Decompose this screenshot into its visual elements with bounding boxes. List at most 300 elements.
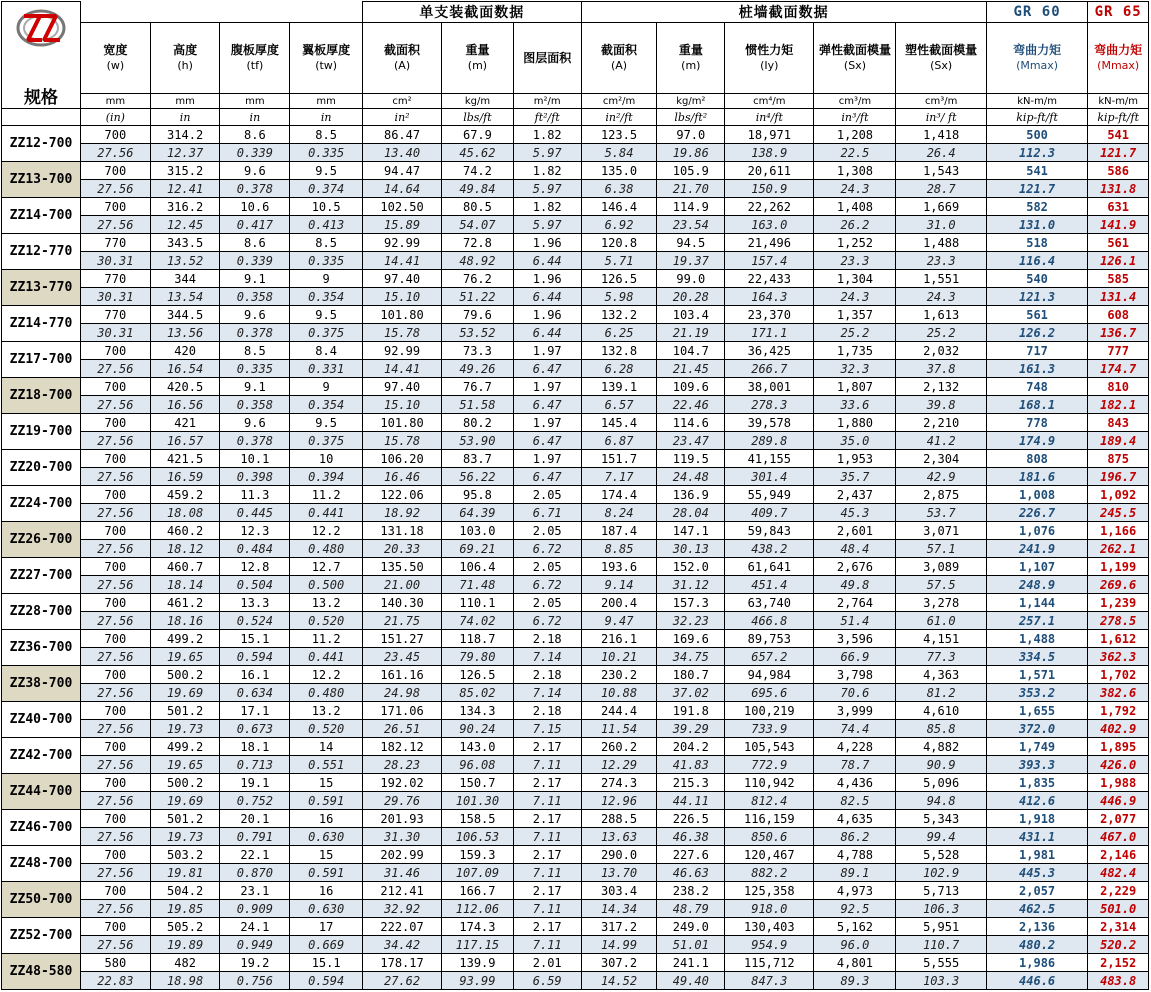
- metric-value: 700: [80, 702, 150, 720]
- imperial-value: 7.17: [581, 468, 657, 486]
- metric-value: 227.6: [657, 846, 725, 864]
- metric-value: 2,304: [896, 450, 986, 468]
- table-row-metric: [2, 126, 1149, 144]
- table-row-metric: [2, 702, 1149, 720]
- imperial-value: 10.88: [581, 684, 657, 702]
- section-name: ZZ13-700: [2, 162, 81, 198]
- imperial-value: 27.56: [80, 396, 150, 414]
- imperial-value: 0.504: [220, 576, 290, 594]
- metric-value: 20.1: [220, 810, 290, 828]
- section-name: ZZ44-700: [2, 774, 81, 810]
- metric-value: 18,971: [725, 126, 814, 144]
- imperial-value: 0.374: [290, 180, 363, 198]
- section-name: ZZ52-700: [2, 918, 81, 954]
- imperial-value: 163.0: [725, 216, 814, 234]
- section-name: ZZ28-700: [2, 594, 81, 630]
- metric-value: 97.0: [657, 126, 725, 144]
- imperial-value: 7.11: [513, 936, 581, 954]
- metric-value: 582: [986, 198, 1088, 216]
- imperial-value: 24.3: [814, 180, 896, 198]
- metric-value: 130,403: [725, 918, 814, 936]
- metric-value: 180.7: [657, 666, 725, 684]
- section-name: ZZ48-580: [2, 954, 81, 990]
- table-row-imperial: [2, 504, 1149, 522]
- metric-value: 3,071: [896, 522, 986, 540]
- imperial-value: 126.1: [1088, 252, 1149, 270]
- metric-unit: mm: [290, 94, 363, 109]
- imperial-value: 226.7: [986, 504, 1088, 522]
- imperial-value: 15.10: [363, 288, 442, 306]
- metric-value: 201.93: [363, 810, 442, 828]
- imperial-value: 71.48: [442, 576, 514, 594]
- metric-value: 39,578: [725, 414, 814, 432]
- metric-value: 2.17: [513, 846, 581, 864]
- imperial-value: 10.21: [581, 648, 657, 666]
- metric-value: 146.4: [581, 198, 657, 216]
- imperial-value: 8.85: [581, 540, 657, 558]
- imperial-value: 78.7: [814, 756, 896, 774]
- metric-value: 1,252: [814, 234, 896, 252]
- table-row-imperial: [2, 360, 1149, 378]
- metric-value: 15: [290, 846, 363, 864]
- imperial-value: 6.47: [513, 396, 581, 414]
- metric-value: 212.41: [363, 882, 442, 900]
- metric-value: 94.5: [657, 234, 725, 252]
- imperial-value: 42.9: [896, 468, 986, 486]
- metric-value: 1.96: [513, 270, 581, 288]
- imperial-value: 51.4: [814, 612, 896, 630]
- table-row-imperial: [2, 720, 1149, 738]
- metric-value: 102.50: [363, 198, 442, 216]
- table-row-imperial: [2, 252, 1149, 270]
- imperial-value: 27.56: [80, 828, 150, 846]
- imperial-value: 30.31: [80, 252, 150, 270]
- metric-value: 1,988: [1088, 774, 1149, 792]
- metric-value: 139.1: [581, 378, 657, 396]
- metric-value: 5,162: [814, 918, 896, 936]
- imperial-value: 278.3: [725, 396, 814, 414]
- imperial-value: 16.56: [150, 396, 220, 414]
- metric-value: 2,437: [814, 486, 896, 504]
- metric-value: 158.5: [442, 810, 514, 828]
- imperial-value: 18.16: [150, 612, 220, 630]
- metric-value: 700: [80, 666, 150, 684]
- metric-value: 13.2: [290, 702, 363, 720]
- metric-unit: kN-m/m: [986, 94, 1088, 109]
- table-row-imperial: [2, 396, 1149, 414]
- imperial-value: 53.90: [442, 432, 514, 450]
- metric-value: 460.2: [150, 522, 220, 540]
- imperial-value: 37.02: [657, 684, 725, 702]
- metric-value: 1.97: [513, 414, 581, 432]
- imperial-value: 850.6: [725, 828, 814, 846]
- metric-value: 157.3: [657, 594, 725, 612]
- imperial-value: 27.56: [80, 144, 150, 162]
- imperial-value: 19.89: [150, 936, 220, 954]
- metric-value: 482: [150, 954, 220, 972]
- metric-value: 700: [80, 486, 150, 504]
- metric-unit: m²/m: [513, 94, 581, 109]
- metric-value: 274.3: [581, 774, 657, 792]
- imperial-unit: (in): [80, 109, 150, 126]
- metric-value: 540: [986, 270, 1088, 288]
- imperial-value: 402.9: [1088, 720, 1149, 738]
- section-name: ZZ12-770: [2, 234, 81, 270]
- metric-value: 22.1: [220, 846, 290, 864]
- table-row-metric: [2, 342, 1149, 360]
- imperial-unit: in: [290, 109, 363, 126]
- table-row-imperial: [2, 864, 1149, 882]
- table-row-imperial: [2, 792, 1149, 810]
- imperial-value: 13.52: [150, 252, 220, 270]
- metric-value: 460.7: [150, 558, 220, 576]
- imperial-value: 0.630: [290, 828, 363, 846]
- imperial-unit: in: [150, 109, 220, 126]
- metric-value: 1,669: [896, 198, 986, 216]
- imperial-value: 27.56: [80, 900, 150, 918]
- imperial-value: 18.08: [150, 504, 220, 522]
- imperial-value: 25.2: [814, 324, 896, 342]
- imperial-value: 18.98: [150, 972, 220, 990]
- imperial-value: 45.62: [442, 144, 514, 162]
- metric-value: 2.18: [513, 702, 581, 720]
- imperial-value: 0.335: [290, 144, 363, 162]
- metric-value: 9.5: [290, 162, 363, 180]
- metric-value: 73.3: [442, 342, 514, 360]
- metric-value: 202.99: [363, 846, 442, 864]
- imperial-value: 0.378: [220, 432, 290, 450]
- metric-value: 3,596: [814, 630, 896, 648]
- imperial-value: 0.551: [290, 756, 363, 774]
- imperial-value: 164.3: [725, 288, 814, 306]
- imperial-value: 14.52: [581, 972, 657, 990]
- imperial-value: 6.25: [581, 324, 657, 342]
- imperial-value: 49.8: [814, 576, 896, 594]
- imperial-value: 110.7: [896, 936, 986, 954]
- imperial-value: 28.04: [657, 504, 725, 522]
- imperial-value: 54.07: [442, 216, 514, 234]
- imperial-value: 21.45: [657, 360, 725, 378]
- metric-value: 11.3: [220, 486, 290, 504]
- metric-value: 2,229: [1088, 882, 1149, 900]
- metric-value: 8.5: [290, 234, 363, 252]
- imperial-value: 51.58: [442, 396, 514, 414]
- imperial-value: 6.71: [513, 504, 581, 522]
- metric-value: 9.6: [220, 162, 290, 180]
- imperial-value: 28.23: [363, 756, 442, 774]
- imperial-value: 11.54: [581, 720, 657, 738]
- zz-logo-icon: [14, 8, 68, 48]
- metric-value: 1,144: [986, 594, 1088, 612]
- metric-value: 499.2: [150, 738, 220, 756]
- column-header: [513, 23, 581, 94]
- metric-value: 230.2: [581, 666, 657, 684]
- metric-value: 2,875: [896, 486, 986, 504]
- metric-value: 1,918: [986, 810, 1088, 828]
- imperial-value: 5.97: [513, 216, 581, 234]
- metric-value: 169.6: [657, 630, 725, 648]
- imperial-value: 141.9: [1088, 216, 1149, 234]
- imperial-value: 19.81: [150, 864, 220, 882]
- imperial-value: 19.65: [150, 648, 220, 666]
- imperial-value: 27.56: [80, 180, 150, 198]
- imperial-value: 14.64: [363, 180, 442, 198]
- imperial-value: 954.9: [725, 936, 814, 954]
- metric-value: 126.5: [581, 270, 657, 288]
- imperial-unit: in²/ft: [581, 109, 657, 126]
- metric-value: 344.5: [150, 306, 220, 324]
- imperial-value: 21.70: [657, 180, 725, 198]
- imperial-value: 161.3: [986, 360, 1088, 378]
- metric-value: 174.3: [442, 918, 514, 936]
- metric-value: 1,612: [1088, 630, 1149, 648]
- imperial-value: 0.354: [290, 288, 363, 306]
- metric-value: 2.05: [513, 522, 581, 540]
- metric-value: 80.5: [442, 198, 514, 216]
- metric-value: 151.27: [363, 630, 442, 648]
- metric-value: 126.5: [442, 666, 514, 684]
- section-name: ZZ19-700: [2, 414, 81, 450]
- metric-value: 1,239: [1088, 594, 1149, 612]
- imperial-value: 90.9: [896, 756, 986, 774]
- imperial-value: 14.99: [581, 936, 657, 954]
- metric-value: 86.47: [363, 126, 442, 144]
- imperial-value: 174.9: [986, 432, 1088, 450]
- imperial-value: 89.1: [814, 864, 896, 882]
- metric-value: 1,008: [986, 486, 1088, 504]
- section-name: ZZ42-700: [2, 738, 81, 774]
- imperial-value: 5.97: [513, 144, 581, 162]
- metric-unit: cm²: [363, 94, 442, 109]
- metric-value: 118.7: [442, 630, 514, 648]
- imperial-value: 41.83: [657, 756, 725, 774]
- metric-value: 18.1: [220, 738, 290, 756]
- imperial-value: 27.56: [80, 576, 150, 594]
- metric-value: 700: [80, 846, 150, 864]
- column-symbol: (A): [394, 59, 411, 72]
- imperial-value: 28.7: [896, 180, 986, 198]
- metric-value: 135.0: [581, 162, 657, 180]
- metric-value: 16.1: [220, 666, 290, 684]
- imperial-value: 438.2: [725, 540, 814, 558]
- metric-value: 1,304: [814, 270, 896, 288]
- metric-value: 504.2: [150, 882, 220, 900]
- table-row-metric: [2, 630, 1149, 648]
- imperial-value: 482.4: [1088, 864, 1149, 882]
- metric-value: 700: [80, 810, 150, 828]
- imperial-value: 412.6: [986, 792, 1088, 810]
- imperial-value: 31.30: [363, 828, 442, 846]
- metric-value: 119.5: [657, 450, 725, 468]
- metric-value: 770: [80, 270, 150, 288]
- metric-value: 1,735: [814, 342, 896, 360]
- imperial-value: 31.0: [896, 216, 986, 234]
- section-name: ZZ18-700: [2, 378, 81, 414]
- metric-value: 12.2: [290, 666, 363, 684]
- table-row-imperial: [2, 468, 1149, 486]
- imperial-value: 86.2: [814, 828, 896, 846]
- imperial-value: 85.8: [896, 720, 986, 738]
- metric-value: 106.4: [442, 558, 514, 576]
- metric-value: 200.4: [581, 594, 657, 612]
- metric-value: 2.05: [513, 486, 581, 504]
- metric-value: 748: [986, 378, 1088, 396]
- imperial-value: 57.5: [896, 576, 986, 594]
- metric-value: 134.3: [442, 702, 514, 720]
- imperial-value: 27.56: [80, 504, 150, 522]
- imperial-value: 9.47: [581, 612, 657, 630]
- metric-value: 1,981: [986, 846, 1088, 864]
- imperial-value: 6.47: [513, 360, 581, 378]
- metric-value: 770: [80, 306, 150, 324]
- imperial-value: 13.56: [150, 324, 220, 342]
- imperial-value: 25.2: [896, 324, 986, 342]
- spec-column-label: 规格: [23, 88, 58, 108]
- column-title: 截面积: [384, 43, 421, 57]
- imperial-value: 102.9: [896, 864, 986, 882]
- imperial-value: 24.48: [657, 468, 725, 486]
- metric-value: 499.2: [150, 630, 220, 648]
- imperial-value: 0.441: [290, 504, 363, 522]
- imperial-value: 0.335: [290, 252, 363, 270]
- imperial-value: 462.5: [986, 900, 1088, 918]
- metric-unit: cm³/m: [896, 94, 986, 109]
- section-name: ZZ38-700: [2, 666, 81, 702]
- imperial-unit: in³/ft: [814, 109, 896, 126]
- imperial-value: 157.4: [725, 252, 814, 270]
- section-name: ZZ14-770: [2, 306, 81, 342]
- imperial-value: 520.2: [1088, 936, 1149, 954]
- imperial-value: 27.56: [80, 936, 150, 954]
- metric-value: 4,151: [896, 630, 986, 648]
- logo-spec-cell: [2, 2, 81, 109]
- column-header: [442, 23, 514, 94]
- imperial-value: 0.713: [220, 756, 290, 774]
- metric-value: 561: [986, 306, 1088, 324]
- column-title: 塑性截面模量: [905, 43, 978, 57]
- imperial-value: 20.33: [363, 540, 442, 558]
- imperial-value: 138.9: [725, 144, 814, 162]
- metric-value: 2,314: [1088, 918, 1149, 936]
- metric-unit: mm: [80, 94, 150, 109]
- metric-value: 2,601: [814, 522, 896, 540]
- metric-unit: mm: [220, 94, 290, 109]
- imperial-value: 0.413: [290, 216, 363, 234]
- column-title: 弹性截面模量: [818, 43, 891, 57]
- imperial-value: 0.909: [220, 900, 290, 918]
- imperial-value: 0.594: [290, 972, 363, 990]
- metric-value: 770: [80, 234, 150, 252]
- imperial-unit: lbs/ft: [442, 109, 514, 126]
- table-row-imperial: [2, 288, 1149, 306]
- imperial-value: 0.378: [220, 180, 290, 198]
- imperial-value: 107.09: [442, 864, 514, 882]
- column-symbol: (w): [106, 59, 125, 72]
- metric-value: 59,843: [725, 522, 814, 540]
- imperial-value: 90.24: [442, 720, 514, 738]
- metric-value: 1.96: [513, 306, 581, 324]
- metric-value: 420: [150, 342, 220, 360]
- metric-value: 143.0: [442, 738, 514, 756]
- metric-value: 94,984: [725, 666, 814, 684]
- metric-value: 3,089: [896, 558, 986, 576]
- metric-value: 1.82: [513, 198, 581, 216]
- imperial-value: 733.9: [725, 720, 814, 738]
- imperial-value: 23.45: [363, 648, 442, 666]
- imperial-value: 35.0: [814, 432, 896, 450]
- table-row-metric: [2, 594, 1149, 612]
- imperial-value: 6.87: [581, 432, 657, 450]
- column-header-row: [2, 23, 1149, 94]
- metric-value: 226.5: [657, 810, 725, 828]
- imperial-value: 0.484: [220, 540, 290, 558]
- imperial-value: 49.26: [442, 360, 514, 378]
- metric-value: 187.4: [581, 522, 657, 540]
- metric-value: 585: [1088, 270, 1149, 288]
- imperial-value: 21.19: [657, 324, 725, 342]
- metric-value: 89,753: [725, 630, 814, 648]
- column-header: [986, 23, 1088, 94]
- metric-value: 1.97: [513, 450, 581, 468]
- metric-unit: kg/m: [442, 94, 514, 109]
- section-name: ZZ20-700: [2, 450, 81, 486]
- metric-value: 12.2: [290, 522, 363, 540]
- imperial-unit: lbs/ft²: [657, 109, 725, 126]
- metric-value: 19.1: [220, 774, 290, 792]
- imperial-value: 82.5: [814, 792, 896, 810]
- metric-unit: kg/m²: [657, 94, 725, 109]
- imperial-value: 66.9: [814, 648, 896, 666]
- metric-value: 700: [80, 342, 150, 360]
- imperial-value: 32.3: [814, 360, 896, 378]
- metric-value: 1,107: [986, 558, 1088, 576]
- section-name: ZZ14-700: [2, 198, 81, 234]
- column-header: [1088, 23, 1149, 94]
- metric-value: 9.6: [220, 414, 290, 432]
- metric-value: 1,953: [814, 450, 896, 468]
- imperial-value: 6.44: [513, 288, 581, 306]
- imperial-value: 0.378: [220, 324, 290, 342]
- imperial-value: 16.54: [150, 360, 220, 378]
- imperial-value: 7.15: [513, 720, 581, 738]
- metric-value: 4,973: [814, 882, 896, 900]
- metric-unit: kN-m/m: [1088, 94, 1149, 109]
- metric-value: 700: [80, 378, 150, 396]
- imperial-value: 44.11: [657, 792, 725, 810]
- imperial-value: 0.441: [290, 648, 363, 666]
- imperial-value: 34.42: [363, 936, 442, 954]
- imperial-value: 174.7: [1088, 360, 1149, 378]
- imperial-value: 7.11: [513, 828, 581, 846]
- imperial-value: 96.0: [814, 936, 896, 954]
- table-row-imperial: [2, 324, 1149, 342]
- imperial-value: 0.591: [290, 864, 363, 882]
- metric-value: 249.0: [657, 918, 725, 936]
- table-row-metric: [2, 846, 1149, 864]
- metric-value: 700: [80, 774, 150, 792]
- imperial-value: 7.11: [513, 756, 581, 774]
- metric-value: 317.2: [581, 918, 657, 936]
- metric-value: 139.9: [442, 954, 514, 972]
- imperial-value: 18.14: [150, 576, 220, 594]
- column-symbol: (Mmax): [1097, 59, 1140, 72]
- metric-value: 97.40: [363, 270, 442, 288]
- table-row-metric: [2, 378, 1149, 396]
- imperial-value: 196.7: [1088, 468, 1149, 486]
- imperial-value: 33.6: [814, 396, 896, 414]
- metric-value: 80.2: [442, 414, 514, 432]
- metric-value: 700: [80, 594, 150, 612]
